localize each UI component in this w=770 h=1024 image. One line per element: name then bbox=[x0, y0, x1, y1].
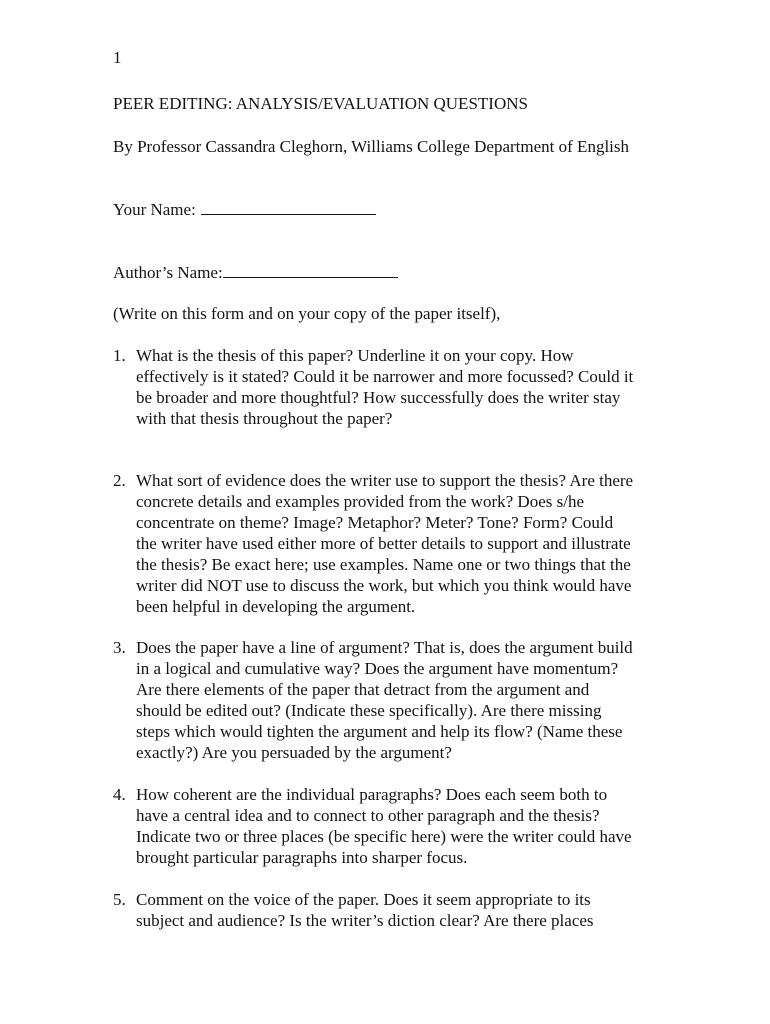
question-line: writer did NOT use to discuss the work, but which you think would have bbox=[136, 576, 632, 595]
instruction-text: (Write on this form and on your copy of the paper itself), bbox=[113, 304, 501, 323]
question-line: brought particular paragraphs into sharper focus. bbox=[136, 848, 468, 867]
question-line: What sort of evidence does the writer use to support the thesis? Are there bbox=[136, 471, 634, 490]
author-name-field bbox=[113, 262, 398, 283]
question-line: effectively is it stated? Could it be narrower and more focussed? Could it bbox=[136, 367, 634, 386]
question-line: subject and audience? Is the writer’s diction clear? Are there places bbox=[136, 911, 594, 930]
question-text bbox=[136, 345, 658, 429]
question-line: be broader and more thoughtful? How successfully does the writer stay bbox=[136, 388, 621, 407]
question-number: 5. bbox=[113, 890, 126, 909]
question-text bbox=[136, 784, 658, 868]
question-line: What is the thesis of this paper? Underline it on your copy. How bbox=[136, 346, 574, 365]
author-name-label: Author’s Name: bbox=[113, 263, 223, 282]
question-line: steps which would tighten the argument and help its flow? (Name these bbox=[136, 722, 623, 741]
question-line: How coherent are the individual paragraphs? Does each seem both to bbox=[136, 785, 608, 804]
page-number: 1 bbox=[113, 48, 122, 67]
question-text bbox=[136, 637, 658, 763]
question-text bbox=[136, 889, 658, 931]
question-line: the writer have used either more of better details to support and illustrate bbox=[136, 534, 631, 553]
question-line: concrete details and examples provided from the work? Does s/he bbox=[136, 492, 584, 511]
question-line: Does the paper have a line of argument? That is, does the argument build bbox=[136, 638, 633, 657]
question-line: in a logical and cumulative way? Does the argument have momentum? bbox=[136, 659, 619, 678]
question-item bbox=[113, 345, 658, 429]
question-line: concentrate on theme? Image? Metaphor? Meter? Tone? Form? Could bbox=[136, 513, 614, 532]
question-line: exactly?) Are you persuaded by the argument? bbox=[136, 743, 452, 762]
your-name-label: Your Name: bbox=[113, 200, 196, 219]
document-title: PEER EDITING: ANALYSIS/EVALUATION QUESTIONS bbox=[113, 94, 528, 113]
question-number: 1. bbox=[113, 346, 126, 365]
question-text bbox=[136, 470, 658, 617]
author-byline: By Professor Cassandra Cleghorn, Williams College Department of English bbox=[113, 137, 630, 156]
question-item bbox=[113, 470, 658, 617]
question-item bbox=[113, 889, 658, 931]
your-name-blank[interactable] bbox=[201, 199, 376, 215]
question-line: with that thesis throughout the paper? bbox=[136, 409, 393, 428]
question-line: been helpful in developing the argument. bbox=[136, 597, 416, 616]
author-name-blank[interactable] bbox=[223, 262, 398, 278]
question-line: the thesis? Be exact here; use examples. Name one or two things that the bbox=[136, 555, 631, 574]
question-line: should be edited out? (Indicate these specifically). Are there missing bbox=[136, 701, 602, 720]
question-number: 4. bbox=[113, 785, 126, 804]
question-line: have a central idea and to connect to other paragraph and the thesis? bbox=[136, 806, 600, 825]
question-line: Are there elements of the paper that detract from the argument and bbox=[136, 680, 590, 699]
question-line: Comment on the voice of the paper. Does it seem appropriate to its bbox=[136, 890, 591, 909]
question-item bbox=[113, 637, 658, 763]
question-number: 3. bbox=[113, 638, 126, 657]
question-line: Indicate two or three places (be specific here) were the writer could have bbox=[136, 827, 632, 846]
question-item bbox=[113, 784, 658, 868]
your-name-field bbox=[113, 199, 376, 220]
question-number: 2. bbox=[113, 471, 126, 490]
